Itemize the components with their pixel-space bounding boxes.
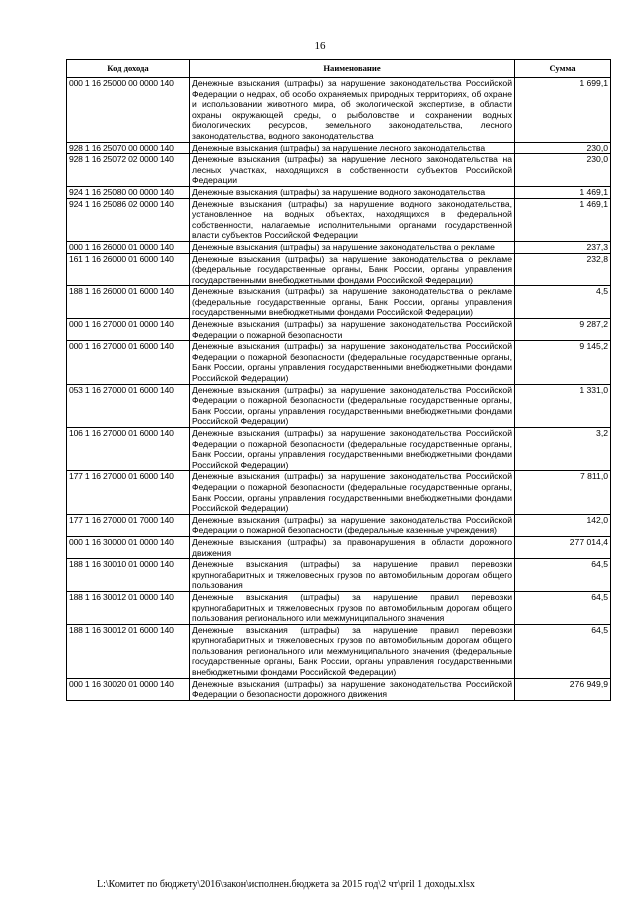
sum-cell: 9 145,2 xyxy=(515,341,611,384)
sum-cell: 230,0 xyxy=(515,142,611,154)
code-cell: 924 1 16 25086 02 0000 140 xyxy=(67,198,190,241)
code-cell: 188 1 16 30010 01 0000 140 xyxy=(67,559,190,592)
code-cell: 000 1 16 27000 01 6000 140 xyxy=(67,341,190,384)
sum-cell: 3,2 xyxy=(515,428,611,471)
name-cell: Денежные взыскания (штрафы) за нарушение законодательства Российской Федерации о пожарной безопасности (федеральные государственные органы, Банк России, органы управления государственными внебюджетными фондами Российской Федерации) xyxy=(190,341,515,384)
name-cell: Денежные взыскания (штрафы) за нарушение водного законодательства, установленное на водных объектах, находящихся в федеральной собственности, налагаемые исполнительными органами государственной власти субъектов Российской Федерации xyxy=(190,198,515,241)
table-row xyxy=(67,241,611,253)
sum-cell: 276 949,9 xyxy=(515,678,611,700)
name-cell: Денежные взыскания (штрафы) за нарушение законодательства Российской Федерации о безопасности дорожного движения xyxy=(190,678,515,700)
table-row xyxy=(67,154,611,187)
sum-cell: 142,0 xyxy=(515,514,611,536)
table-row xyxy=(67,253,611,286)
table-row xyxy=(67,559,611,592)
table-row xyxy=(67,198,611,241)
name-cell: Денежные взыскания (штрафы) за нарушение законодательства Российской Федерации о пожарной безопасности (федеральные государственные органы, Банк России, органы управления государственными внебюджетными фондами Российской Федерации) xyxy=(190,384,515,427)
code-cell: 000 1 16 27000 01 0000 140 xyxy=(67,319,190,341)
sum-cell: 7 811,0 xyxy=(515,471,611,514)
code-cell: 106 1 16 27000 01 6000 140 xyxy=(67,428,190,471)
sum-cell: 1 331,0 xyxy=(515,384,611,427)
table-row xyxy=(67,286,611,319)
sum-cell: 4,5 xyxy=(515,286,611,319)
sum-cell: 232,8 xyxy=(515,253,611,286)
table-row xyxy=(67,471,611,514)
name-cell: Денежные взыскания (штрафы) за нарушение законодательства Российской Федерации о пожарной безопасности (федеральные государственные органы, Банк России, органы управления государственными внебюджетными фондами Российской Федерации) xyxy=(190,471,515,514)
page-number: 16 xyxy=(314,40,326,52)
sum-cell: 64,5 xyxy=(515,591,611,624)
name-cell: Денежные взыскания (штрафы) за нарушение водного законодательства xyxy=(190,186,515,198)
name-cell: Денежные взыскания (штрафы) за нарушение законодательства о рекламе (федеральные государственные органы, Банк России, органы управления государственными внебюджетными фондами Российской Федерации) xyxy=(190,286,515,319)
name-cell: Денежные взыскания (штрафы) за нарушение правил перевозки крупногабаритных и тяжеловесных грузов по автомобильным дорогам общего пользования xyxy=(190,559,515,592)
code-cell: 928 1 16 25072 02 0000 140 xyxy=(67,154,190,187)
table-row xyxy=(67,591,611,624)
sum-cell: 1 699,1 xyxy=(515,78,611,143)
code-cell: 177 1 16 27000 01 7000 140 xyxy=(67,514,190,536)
table-row xyxy=(67,678,611,700)
code-cell: 000 1 16 26000 01 0000 140 xyxy=(67,241,190,253)
name-cell: Денежные взыскания (штрафы) за нарушение законодательства о рекламе (федеральные государственные органы, Банк России, органы управления государственными внебюджетными фондами Российской Федерации) xyxy=(190,253,515,286)
revenue-table xyxy=(66,59,611,701)
sum-cell: 64,5 xyxy=(515,559,611,592)
sum-cell: 64,5 xyxy=(515,624,611,678)
code-cell: 188 1 16 30012 01 0000 140 xyxy=(67,591,190,624)
code-cell: 161 1 16 26000 01 6000 140 xyxy=(67,253,190,286)
name-cell: Денежные взыскания (штрафы) за правонарушения в области дорожного движения xyxy=(190,536,515,558)
name-cell: Денежные взыскания (штрафы) за нарушение законодательства о рекламе xyxy=(190,241,515,253)
code-cell: 188 1 16 30012 01 6000 140 xyxy=(67,624,190,678)
name-cell: Денежные взыскания (штрафы) за нарушение правил перевозки крупногабаритных и тяжеловесных грузов по автомобильным дорогам общего пользования регионального или межмуниципального значения (федеральные государственные органы, Банк России, органы управления государственными внебюджетными фондами Российской Федерации) xyxy=(190,624,515,678)
table-row xyxy=(67,428,611,471)
sum-cell: 277 014,4 xyxy=(515,536,611,558)
table-row xyxy=(67,384,611,427)
header-name: Наименование xyxy=(190,60,515,78)
code-cell: 000 1 16 30000 01 0000 140 xyxy=(67,536,190,558)
sum-cell: 9 287,2 xyxy=(515,319,611,341)
code-cell: 924 1 16 25080 00 0000 140 xyxy=(67,186,190,198)
name-cell: Денежные взыскания (штрафы) за нарушение законодательства Российской Федерации о пожарной безопасности (федеральные казенные учреждения) xyxy=(190,514,515,536)
table-header-row xyxy=(67,60,611,78)
code-cell: 928 1 16 25070 00 0000 140 xyxy=(67,142,190,154)
name-cell: Денежные взыскания (штрафы) за нарушение лесного законодательства на лесных участках, находящихся в собственности субъектов Российской Федерации xyxy=(190,154,515,187)
sum-cell: 237,3 xyxy=(515,241,611,253)
code-cell: 000 1 16 30020 01 0000 140 xyxy=(67,678,190,700)
table-row xyxy=(67,536,611,558)
name-cell: Денежные взыскания (штрафы) за нарушение лесного законодательства xyxy=(190,142,515,154)
name-cell: Денежные взыскания (штрафы) за нарушение законодательства Российской Федерации о недрах, об особо охраняемых природных территориях, об охране и использовании животного мира, об экологической экспертизе, в области охраны окружающей среды, о рыболовстве и сохранении водных биологических ресурсов, земельного законодательства, лесного законодательства, водного законодательства xyxy=(190,78,515,143)
header-code: Код дохода xyxy=(67,60,190,78)
file-path-footer: L:\Комитет по бюджету\2016\закон\исполнен.бюджета за 2015 год\2 чт\pril 1 доходы.xlsx xyxy=(97,879,475,890)
table-row xyxy=(67,624,611,678)
name-cell: Денежные взыскания (штрафы) за нарушение законодательства Российской Федерации о пожарной безопасности (федеральные государственные органы, Банк России, органы управления государственными внебюджетными фондами Российской Федерации) xyxy=(190,428,515,471)
table-row xyxy=(67,319,611,341)
table-row xyxy=(67,186,611,198)
sum-cell: 230,0 xyxy=(515,154,611,187)
code-cell: 000 1 16 25000 00 0000 140 xyxy=(67,78,190,143)
table-row xyxy=(67,341,611,384)
table-row xyxy=(67,78,611,143)
table-row xyxy=(67,514,611,536)
sum-cell: 1 469,1 xyxy=(515,198,611,241)
code-cell: 177 1 16 27000 01 6000 140 xyxy=(67,471,190,514)
code-cell: 188 1 16 26000 01 6000 140 xyxy=(67,286,190,319)
name-cell: Денежные взыскания (штрафы) за нарушение правил перевозки крупногабаритных и тяжеловесных грузов по автомобильным дорогам общего пользования регионального или межмуниципального значения xyxy=(190,591,515,624)
name-cell: Денежные взыскания (штрафы) за нарушение законодательства Российской Федерации о пожарной безопасности xyxy=(190,319,515,341)
header-sum: Сумма xyxy=(515,60,611,78)
sum-cell: 1 469,1 xyxy=(515,186,611,198)
code-cell: 053 1 16 27000 01 6000 140 xyxy=(67,384,190,427)
table-row xyxy=(67,142,611,154)
